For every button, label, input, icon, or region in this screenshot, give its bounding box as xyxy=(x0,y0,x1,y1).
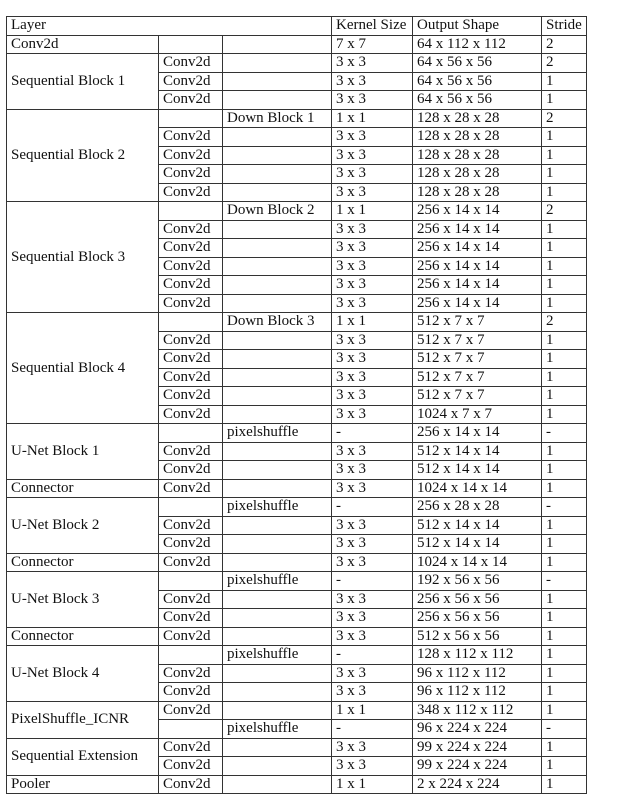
layer-name: Connector xyxy=(7,553,159,572)
table-row xyxy=(7,479,587,498)
output-shape: 96 x 112 x 112 xyxy=(413,664,542,683)
output-shape: 512 x 7 x 7 xyxy=(413,350,542,369)
sublayer xyxy=(159,313,223,332)
output-shape: 1024 x 14 x 14 xyxy=(413,553,542,572)
block xyxy=(223,627,332,646)
output-shape: 512 x 7 x 7 xyxy=(413,368,542,387)
kernel-size: 3 x 3 xyxy=(332,220,413,239)
table-row xyxy=(7,646,587,665)
sublayer: Conv2d xyxy=(159,609,223,628)
sublayer: Conv2d xyxy=(159,294,223,313)
stride: 1 xyxy=(542,183,587,202)
block xyxy=(223,535,332,554)
kernel-size: 3 x 3 xyxy=(332,183,413,202)
block xyxy=(223,775,332,794)
output-shape: 64 x 56 x 56 xyxy=(413,72,542,91)
kernel-size: 3 x 3 xyxy=(332,294,413,313)
output-shape: 512 x 7 x 7 xyxy=(413,387,542,406)
block xyxy=(223,276,332,295)
block: Down Block 1 xyxy=(223,109,332,128)
block xyxy=(223,590,332,609)
sublayer: Conv2d xyxy=(159,553,223,572)
output-shape: 64 x 56 x 56 xyxy=(413,91,542,110)
stride: 1 xyxy=(542,405,587,424)
sublayer: Conv2d xyxy=(159,664,223,683)
kernel-size: 3 x 3 xyxy=(332,350,413,369)
kernel-size: 1 x 1 xyxy=(332,701,413,720)
table-row xyxy=(7,498,587,517)
output-shape: 128 x 28 x 28 xyxy=(413,128,542,147)
stride: 1 xyxy=(542,664,587,683)
output-shape: 512 x 14 x 14 xyxy=(413,442,542,461)
stride: 1 xyxy=(542,516,587,535)
block xyxy=(223,146,332,165)
output-shape: 128 x 28 x 28 xyxy=(413,109,542,128)
sublayer xyxy=(159,572,223,591)
stride: 1 xyxy=(542,128,587,147)
stride: 1 xyxy=(542,479,587,498)
output-shape: 96 x 112 x 112 xyxy=(413,683,542,702)
sublayer: Conv2d xyxy=(159,239,223,258)
layer-name: Sequential Extension xyxy=(7,738,159,775)
kernel-size: 3 x 3 xyxy=(332,757,413,776)
table-row xyxy=(7,627,587,646)
stride: 1 xyxy=(542,72,587,91)
block xyxy=(223,294,332,313)
output-shape: 99 x 224 x 224 xyxy=(413,738,542,757)
output-shape: 192 x 56 x 56 xyxy=(413,572,542,591)
sublayer: Conv2d xyxy=(159,775,223,794)
output-shape: 99 x 224 x 224 xyxy=(413,757,542,776)
block xyxy=(223,35,332,54)
stride: 1 xyxy=(542,257,587,276)
stride: 1 xyxy=(542,276,587,295)
kernel-size: 3 x 3 xyxy=(332,590,413,609)
output-shape: 1024 x 7 x 7 xyxy=(413,405,542,424)
sublayer: Conv2d xyxy=(159,535,223,554)
sublayer xyxy=(159,498,223,517)
block xyxy=(223,701,332,720)
block xyxy=(223,683,332,702)
kernel-size: 7 x 7 xyxy=(332,35,413,54)
kernel-size: 3 x 3 xyxy=(332,368,413,387)
block: pixelshuffle xyxy=(223,646,332,665)
output-shape: 256 x 14 x 14 xyxy=(413,257,542,276)
kernel-size: 1 x 1 xyxy=(332,202,413,221)
stride: 1 xyxy=(542,757,587,776)
stride: 1 xyxy=(542,738,587,757)
block xyxy=(223,461,332,480)
layer-name: Conv2d xyxy=(7,35,159,54)
kernel-size: - xyxy=(332,498,413,517)
output-shape: 256 x 14 x 14 xyxy=(413,424,542,443)
output-shape: 348 x 112 x 112 xyxy=(413,701,542,720)
sublayer: Conv2d xyxy=(159,479,223,498)
kernel-size: 3 x 3 xyxy=(332,627,413,646)
kernel-size: 3 x 3 xyxy=(332,257,413,276)
layer-name: Sequential Block 1 xyxy=(7,54,159,110)
sublayer: Conv2d xyxy=(159,128,223,147)
output-shape: 96 x 224 x 224 xyxy=(413,720,542,739)
block xyxy=(223,738,332,757)
output-shape: 128 x 28 x 28 xyxy=(413,183,542,202)
kernel-size: 3 x 3 xyxy=(332,479,413,498)
table-row xyxy=(7,54,587,73)
table-row xyxy=(7,424,587,443)
block xyxy=(223,331,332,350)
stride: 2 xyxy=(542,54,587,73)
block xyxy=(223,54,332,73)
sublayer xyxy=(159,424,223,443)
layer-name: Sequential Block 2 xyxy=(7,109,159,202)
block: pixelshuffle xyxy=(223,572,332,591)
block xyxy=(223,91,332,110)
sublayer: Conv2d xyxy=(159,590,223,609)
stride: 2 xyxy=(542,109,587,128)
kernel-size: 3 x 3 xyxy=(332,387,413,406)
block xyxy=(223,664,332,683)
sublayer: Conv2d xyxy=(159,331,223,350)
stride: - xyxy=(542,424,587,443)
block xyxy=(223,553,332,572)
architecture-table xyxy=(6,16,587,794)
output-shape: 512 x 56 x 56 xyxy=(413,627,542,646)
block xyxy=(223,257,332,276)
layer-name: Connector xyxy=(7,479,159,498)
stride: 1 xyxy=(542,387,587,406)
output-shape: 1024 x 14 x 14 xyxy=(413,479,542,498)
layer-name: PixelShuffle_ICNR xyxy=(7,701,159,738)
kernel-size: 3 x 3 xyxy=(332,128,413,147)
output-shape: 256 x 14 x 14 xyxy=(413,220,542,239)
sublayer: Conv2d xyxy=(159,54,223,73)
table-row xyxy=(7,35,587,54)
kernel-size: 3 x 3 xyxy=(332,165,413,184)
output-shape: 2 x 224 x 224 xyxy=(413,775,542,794)
stride: 2 xyxy=(542,313,587,332)
kernel-size: 3 x 3 xyxy=(332,516,413,535)
sublayer xyxy=(159,35,223,54)
table-row xyxy=(7,775,587,794)
stride: 1 xyxy=(542,775,587,794)
output-shape: 256 x 56 x 56 xyxy=(413,609,542,628)
stride: 1 xyxy=(542,627,587,646)
kernel-size: 3 x 3 xyxy=(332,331,413,350)
block: Down Block 3 xyxy=(223,313,332,332)
sublayer: Conv2d xyxy=(159,220,223,239)
output-shape: 256 x 14 x 14 xyxy=(413,276,542,295)
output-shape: 128 x 112 x 112 xyxy=(413,646,542,665)
block xyxy=(223,183,332,202)
output-shape: 512 x 14 x 14 xyxy=(413,516,542,535)
kernel-size: 3 x 3 xyxy=(332,683,413,702)
block xyxy=(223,350,332,369)
layer-name: U-Net Block 3 xyxy=(7,572,159,628)
kernel-size: 3 x 3 xyxy=(332,72,413,91)
sublayer xyxy=(159,720,223,739)
kernel-size: - xyxy=(332,424,413,443)
kernel-size: - xyxy=(332,646,413,665)
sublayer: Conv2d xyxy=(159,72,223,91)
stride: 2 xyxy=(542,35,587,54)
block xyxy=(223,128,332,147)
output-shape: 256 x 14 x 14 xyxy=(413,202,542,221)
sublayer: Conv2d xyxy=(159,442,223,461)
block: pixelshuffle xyxy=(223,424,332,443)
block xyxy=(223,609,332,628)
sublayer: Conv2d xyxy=(159,516,223,535)
output-shape: 128 x 28 x 28 xyxy=(413,146,542,165)
kernel-size: 3 x 3 xyxy=(332,535,413,554)
stride: 1 xyxy=(542,146,587,165)
header-row xyxy=(7,17,587,36)
output-shape: 128 x 28 x 28 xyxy=(413,165,542,184)
sublayer: Conv2d xyxy=(159,276,223,295)
kernel-size: - xyxy=(332,572,413,591)
sublayer: Conv2d xyxy=(159,257,223,276)
stride: 1 xyxy=(542,553,587,572)
kernel-size: 3 x 3 xyxy=(332,146,413,165)
output-shape: 64 x 56 x 56 xyxy=(413,54,542,73)
stride: 1 xyxy=(542,239,587,258)
block: pixelshuffle xyxy=(223,720,332,739)
table-row xyxy=(7,701,587,720)
block xyxy=(223,72,332,91)
stride: 2 xyxy=(542,202,587,221)
layer-name: Connector xyxy=(7,627,159,646)
block xyxy=(223,368,332,387)
kernel-size: 3 x 3 xyxy=(332,609,413,628)
kernel-size: 3 x 3 xyxy=(332,442,413,461)
sublayer xyxy=(159,646,223,665)
output-shape: 512 x 14 x 14 xyxy=(413,535,542,554)
sublayer xyxy=(159,109,223,128)
layer-name: U-Net Block 1 xyxy=(7,424,159,480)
header-output-shape: Output Shape xyxy=(413,17,542,36)
block xyxy=(223,387,332,406)
stride: 1 xyxy=(542,683,587,702)
layer-name: Pooler xyxy=(7,775,159,794)
sublayer: Conv2d xyxy=(159,405,223,424)
header-kernel-size: Kernel Size xyxy=(332,17,413,36)
sublayer: Conv2d xyxy=(159,368,223,387)
sublayer: Conv2d xyxy=(159,683,223,702)
block: pixelshuffle xyxy=(223,498,332,517)
stride: 1 xyxy=(542,294,587,313)
kernel-size: 1 x 1 xyxy=(332,775,413,794)
stride: 1 xyxy=(542,646,587,665)
block xyxy=(223,516,332,535)
block xyxy=(223,442,332,461)
sublayer: Conv2d xyxy=(159,738,223,757)
stride: 1 xyxy=(542,91,587,110)
stride: - xyxy=(542,720,587,739)
stride: - xyxy=(542,498,587,517)
sublayer: Conv2d xyxy=(159,91,223,110)
stride: 1 xyxy=(542,220,587,239)
sublayer: Conv2d xyxy=(159,165,223,184)
layer-name: Sequential Block 4 xyxy=(7,313,159,424)
sublayer: Conv2d xyxy=(159,350,223,369)
stride: 1 xyxy=(542,368,587,387)
output-shape: 256 x 28 x 28 xyxy=(413,498,542,517)
kernel-size: 3 x 3 xyxy=(332,553,413,572)
kernel-size: 1 x 1 xyxy=(332,109,413,128)
block xyxy=(223,757,332,776)
stride: 1 xyxy=(542,535,587,554)
sublayer: Conv2d xyxy=(159,757,223,776)
stride: 1 xyxy=(542,461,587,480)
output-shape: 256 x 56 x 56 xyxy=(413,590,542,609)
table-row xyxy=(7,553,587,572)
table-row xyxy=(7,313,587,332)
stride: 1 xyxy=(542,609,587,628)
kernel-size: 3 x 3 xyxy=(332,239,413,258)
sublayer xyxy=(159,202,223,221)
output-shape: 256 x 14 x 14 xyxy=(413,294,542,313)
output-shape: 512 x 7 x 7 xyxy=(413,331,542,350)
kernel-size: 3 x 3 xyxy=(332,664,413,683)
block xyxy=(223,405,332,424)
stride: 1 xyxy=(542,165,587,184)
output-shape: 512 x 7 x 7 xyxy=(413,313,542,332)
sublayer: Conv2d xyxy=(159,387,223,406)
output-shape: 512 x 14 x 14 xyxy=(413,461,542,480)
block xyxy=(223,220,332,239)
kernel-size: 3 x 3 xyxy=(332,461,413,480)
table-row xyxy=(7,572,587,591)
stride: 1 xyxy=(542,442,587,461)
sublayer: Conv2d xyxy=(159,461,223,480)
sublayer: Conv2d xyxy=(159,146,223,165)
output-shape: 64 x 112 x 112 xyxy=(413,35,542,54)
kernel-size: 3 x 3 xyxy=(332,276,413,295)
stride: 1 xyxy=(542,590,587,609)
stride: - xyxy=(542,572,587,591)
stride: 1 xyxy=(542,350,587,369)
layer-name: U-Net Block 2 xyxy=(7,498,159,554)
sublayer: Conv2d xyxy=(159,627,223,646)
table-row xyxy=(7,738,587,757)
header-layer: Layer xyxy=(7,17,332,36)
sublayer: Conv2d xyxy=(159,701,223,720)
kernel-size: 1 x 1 xyxy=(332,313,413,332)
table-row xyxy=(7,202,587,221)
block xyxy=(223,479,332,498)
kernel-size: 3 x 3 xyxy=(332,91,413,110)
layer-name: U-Net Block 4 xyxy=(7,646,159,702)
output-shape: 256 x 14 x 14 xyxy=(413,239,542,258)
block xyxy=(223,165,332,184)
table-row xyxy=(7,109,587,128)
stride: 1 xyxy=(542,331,587,350)
block xyxy=(223,239,332,258)
kernel-size: 3 x 3 xyxy=(332,738,413,757)
kernel-size: 3 x 3 xyxy=(332,405,413,424)
kernel-size: 3 x 3 xyxy=(332,54,413,73)
layer-name: Sequential Block 3 xyxy=(7,202,159,313)
block: Down Block 2 xyxy=(223,202,332,221)
sublayer: Conv2d xyxy=(159,183,223,202)
stride: 1 xyxy=(542,701,587,720)
kernel-size: - xyxy=(332,720,413,739)
header-stride: Stride xyxy=(542,17,587,36)
